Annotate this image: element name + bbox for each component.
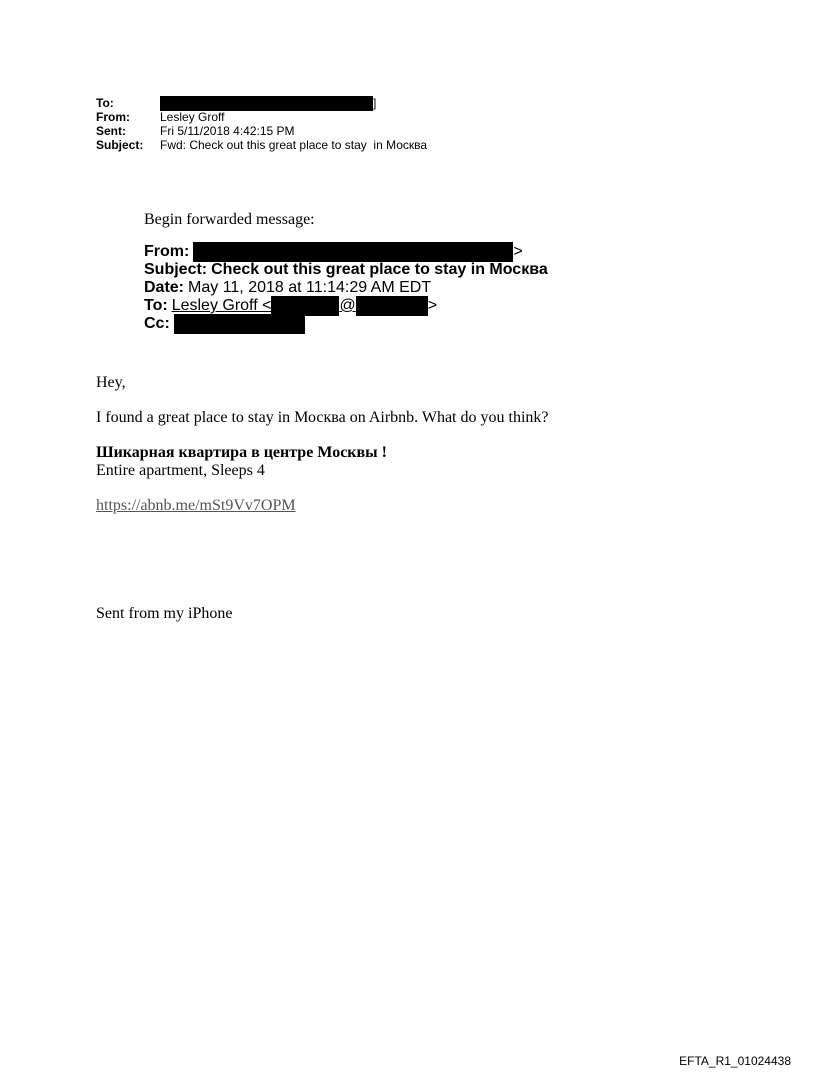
forwarded-intro: Begin forwarded message: xyxy=(144,211,315,228)
subject-label: Subject: xyxy=(96,137,144,152)
redaction-bar xyxy=(271,296,339,316)
to-suffix: ] xyxy=(373,95,377,110)
header-subject-row xyxy=(96,138,427,152)
header-to-row xyxy=(96,96,427,110)
sent-value: Fri 5/11/2018 4:42:15 PM xyxy=(160,123,295,138)
listing-link[interactable]: https://abnb.me/mSt9Vv7OPM xyxy=(96,497,296,514)
document-id: EFTA_R1_01024438 xyxy=(679,1054,791,1068)
listing-title: Шикарная квартира в центре Москвы ! xyxy=(96,444,387,461)
forwarded-date-label: Date: xyxy=(144,279,185,296)
signature: Sent from my iPhone xyxy=(96,605,233,622)
email-header xyxy=(96,96,427,152)
from-value: Lesley Groff xyxy=(160,109,225,124)
forwarded-subject-row xyxy=(144,261,548,279)
to-label: To: xyxy=(96,95,114,110)
forwarded-subject-value: Check out this great place to stay in Москва xyxy=(211,261,548,278)
message-text: I found a great place to stay in Москва on Airbnb. What do you think? xyxy=(96,409,549,426)
redaction-bar xyxy=(160,96,373,111)
header-from-row xyxy=(96,110,427,124)
forwarded-to-label: To: xyxy=(144,297,168,314)
listing-details: Entire apartment, Sleeps 4 xyxy=(96,462,265,479)
forwarded-to-name[interactable]: Lesley Groff < xyxy=(171,297,272,314)
redaction-bar xyxy=(193,242,513,262)
forwarded-to-row xyxy=(144,297,548,315)
forwarded-to-at: @ xyxy=(339,297,356,314)
forwarded-subject-label: Subject: xyxy=(144,261,208,278)
forwarded-from-label: From: xyxy=(144,243,190,260)
sent-label: Sent: xyxy=(96,123,126,138)
forwarded-from-row xyxy=(144,243,548,261)
forwarded-cc-label: Cc: xyxy=(144,315,170,332)
forwarded-headers xyxy=(144,243,548,333)
redaction-bar xyxy=(356,296,428,316)
forwarded-date-value: May 11, 2018 at 11:14:29 AM EDT xyxy=(188,279,432,296)
from-label: From: xyxy=(96,109,130,124)
redaction-bar xyxy=(174,314,305,334)
greeting: Hey, xyxy=(96,374,126,391)
header-sent-row xyxy=(96,124,427,138)
forwarded-cc-row xyxy=(144,315,548,333)
listing-link-wrap xyxy=(96,496,296,515)
forwarded-to-close: > xyxy=(427,297,438,314)
forwarded-from-suffix: > xyxy=(513,243,523,260)
forwarded-date-row xyxy=(144,279,548,297)
subject-value: Fwd: Check out this great place to stay in Москва xyxy=(160,137,428,152)
